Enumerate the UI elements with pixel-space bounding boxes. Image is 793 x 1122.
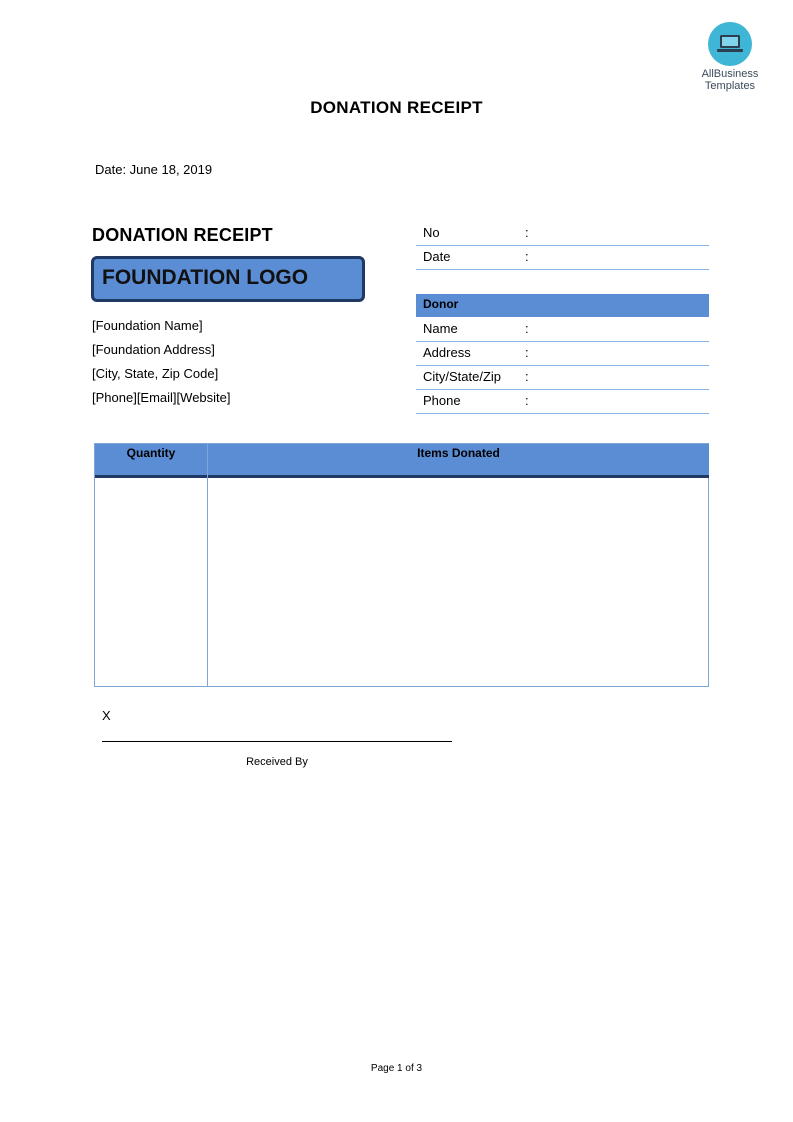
items-table-header [95, 444, 709, 478]
donor-address-label: Address [423, 345, 471, 360]
foundation-logo-placeholder [91, 256, 365, 302]
donor-header-label: Donor [423, 297, 459, 311]
signature-mark: X [102, 708, 111, 723]
foundation-contact: [Phone][Email][Website] [92, 390, 231, 405]
foundation-city: [City, State, Zip Code] [92, 366, 219, 381]
donor-header [416, 294, 709, 317]
colon: : [525, 369, 529, 384]
logo-placeholder-text: FOUNDATION LOGO [102, 266, 309, 289]
foundation-address: [Foundation Address] [92, 342, 215, 357]
donor-name-label: Name [423, 321, 458, 336]
laptop-icon [708, 22, 752, 66]
colon: : [525, 249, 529, 264]
foundation-name: [Foundation Name] [92, 318, 203, 333]
donor-phone-label: Phone [423, 393, 461, 408]
receipt-no-row [416, 221, 709, 246]
document-date: Date: June 18, 2019 [95, 162, 213, 177]
section-title: DONATION RECEIPT [92, 225, 273, 245]
received-by-caption: Received By [246, 756, 308, 768]
column-divider [207, 444, 208, 687]
colon: : [525, 225, 529, 240]
donor-city-label: City/State/Zip [423, 369, 502, 384]
quantity-column-header: Quantity [126, 446, 176, 460]
brand-logo [690, 22, 770, 92]
donor-address-row [416, 341, 709, 366]
colon: : [525, 321, 529, 336]
page-number: Page 1 of 3 [370, 1063, 423, 1074]
page-title: DONATION RECEIPT [310, 98, 483, 117]
donor-phone-row [416, 389, 709, 414]
donor-city-row [416, 365, 709, 390]
receipt-date-label: Date [423, 249, 451, 264]
donor-name-row [416, 317, 709, 342]
receipt-no-label: No [423, 225, 440, 240]
receipt-date-row [416, 245, 709, 270]
colon: : [525, 393, 529, 408]
brand-name: AllBusiness Templates [701, 68, 759, 92]
items-table [94, 443, 709, 687]
items-column-header: Items Donated [417, 446, 500, 460]
colon: : [525, 345, 529, 360]
signature-line [102, 741, 452, 742]
